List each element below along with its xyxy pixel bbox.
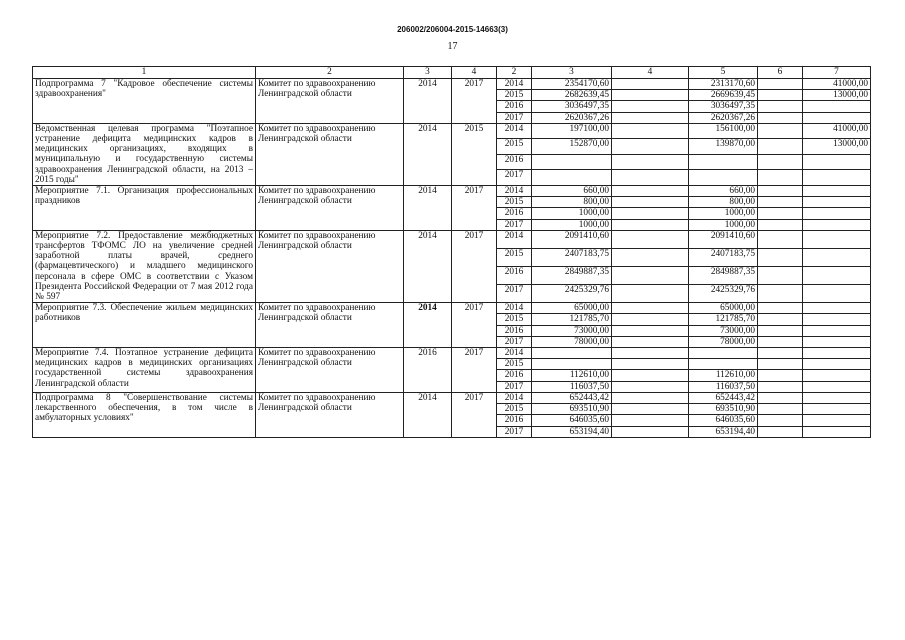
column-header: 1 <box>33 67 256 79</box>
local-cell <box>758 219 803 230</box>
regional-cell: 2425329,76 <box>689 285 758 303</box>
end-year-cell: 2015 <box>452 123 497 185</box>
other-cell <box>803 415 871 426</box>
federal-cell <box>612 426 689 437</box>
other-cell <box>803 370 871 381</box>
local-cell <box>758 208 803 219</box>
other-cell <box>803 248 871 266</box>
regional-cell: 139870,00 <box>689 139 758 155</box>
row-name-cell: Ведомственная целевая программа "Поэтапное устранение дефицита медицинских кадров в медицинских организациях, входящих в муниципальную и государственную системы здравоохранения Ленинградской области, на 2013 – 2015 годы" <box>33 123 256 185</box>
local-cell <box>758 426 803 437</box>
federal-cell <box>612 154 689 170</box>
regional-cell: 653194,40 <box>689 426 758 437</box>
year-cell: 2014 <box>497 79 532 90</box>
other-cell: 13000,00 <box>803 90 871 101</box>
other-cell <box>803 197 871 208</box>
table-row <box>33 303 871 314</box>
executor-cell: Комитет по здравоохранению Ленинградской области <box>256 303 404 348</box>
other-cell <box>803 112 871 123</box>
total-cell: 65000,00 <box>532 303 612 314</box>
row-name-cell: Мероприятие 7.3. Обеспечение жильем медицинских работников <box>33 303 256 348</box>
regional-cell: 73000,00 <box>689 325 758 336</box>
year-cell: 2016 <box>497 101 532 112</box>
federal-cell <box>612 415 689 426</box>
row-name-cell: Подпрограмма 8 "Совершенствование системы лекарственного обеспечения, в том числе в амбулаторных условиях" <box>33 392 256 437</box>
local-cell <box>758 314 803 325</box>
local-cell <box>758 267 803 285</box>
year-cell: 2014 <box>497 230 532 248</box>
total-cell <box>532 348 612 359</box>
regional-cell: 660,00 <box>689 186 758 197</box>
other-cell <box>803 392 871 403</box>
regional-cell: 1000,00 <box>689 219 758 230</box>
regional-cell: 156100,00 <box>689 123 758 139</box>
regional-cell: 2091410,60 <box>689 230 758 248</box>
other-cell <box>803 404 871 415</box>
local-cell <box>758 348 803 359</box>
end-year-cell: 2017 <box>452 348 497 393</box>
end-year-cell: 2017 <box>452 303 497 348</box>
total-cell: 800,00 <box>532 197 612 208</box>
table-row <box>33 230 871 248</box>
other-cell <box>803 170 871 186</box>
total-cell: 121785,70 <box>532 314 612 325</box>
end-year-cell: 2017 <box>452 392 497 437</box>
federal-cell <box>612 285 689 303</box>
federal-cell <box>612 303 689 314</box>
federal-cell <box>612 170 689 186</box>
federal-cell <box>612 101 689 112</box>
year-cell: 2014 <box>497 348 532 359</box>
total-cell: 3036497,35 <box>532 101 612 112</box>
federal-cell <box>612 186 689 197</box>
total-cell: 2849887,35 <box>532 267 612 285</box>
local-cell <box>758 186 803 197</box>
end-year-cell: 2017 <box>452 186 497 231</box>
regional-cell <box>689 348 758 359</box>
local-cell <box>758 197 803 208</box>
start-year-cell: 2014 <box>404 392 452 437</box>
local-cell <box>758 381 803 392</box>
regional-cell <box>689 154 758 170</box>
year-cell: 2016 <box>497 154 532 170</box>
year-cell: 2015 <box>497 139 532 155</box>
local-cell <box>758 285 803 303</box>
local-cell <box>758 404 803 415</box>
regional-cell: 3036497,35 <box>689 101 758 112</box>
local-cell <box>758 392 803 403</box>
year-cell: 2015 <box>497 314 532 325</box>
total-cell: 112610,00 <box>532 370 612 381</box>
year-cell: 2016 <box>497 208 532 219</box>
row-name-cell: Подпрограмма 7 "Кадровое обеспечение системы здравоохранения" <box>33 79 256 124</box>
total-cell: 116037,50 <box>532 381 612 392</box>
regional-cell <box>689 359 758 370</box>
start-year-cell: 2014 <box>404 303 452 348</box>
federal-cell <box>612 230 689 248</box>
year-cell: 2015 <box>497 248 532 266</box>
end-year-cell: 2017 <box>452 230 497 302</box>
column-header: 6 <box>758 67 803 79</box>
regional-cell: 2620367,26 <box>689 112 758 123</box>
other-cell <box>803 336 871 347</box>
year-cell: 2016 <box>497 267 532 285</box>
other-cell: 41000,00 <box>803 123 871 139</box>
year-cell: 2017 <box>497 112 532 123</box>
year-cell: 2015 <box>497 90 532 101</box>
local-cell <box>758 336 803 347</box>
local-cell <box>758 79 803 90</box>
local-cell <box>758 170 803 186</box>
regional-cell: 65000,00 <box>689 303 758 314</box>
total-cell: 2620367,26 <box>532 112 612 123</box>
start-year-cell: 2014 <box>404 123 452 185</box>
total-cell: 693510,90 <box>532 404 612 415</box>
total-cell: 2425329,76 <box>532 285 612 303</box>
regional-cell: 1000,00 <box>689 208 758 219</box>
other-cell <box>803 186 871 197</box>
total-cell: 73000,00 <box>532 325 612 336</box>
federal-cell <box>612 267 689 285</box>
total-cell: 2407183,75 <box>532 248 612 266</box>
executor-cell: Комитет по здравоохранению Ленинградской области <box>256 123 404 185</box>
table-row <box>33 79 871 90</box>
federal-cell <box>612 381 689 392</box>
year-cell: 2014 <box>497 303 532 314</box>
total-cell: 2091410,60 <box>532 230 612 248</box>
other-cell <box>803 359 871 370</box>
table-row <box>33 186 871 197</box>
regional-cell: 2313170,60 <box>689 79 758 90</box>
federal-cell <box>612 314 689 325</box>
regional-cell: 78000,00 <box>689 336 758 347</box>
executor-cell: Комитет по здравоохранению Ленинградской области <box>256 348 404 393</box>
other-cell <box>803 314 871 325</box>
total-cell <box>532 154 612 170</box>
other-cell: 13000,00 <box>803 139 871 155</box>
federal-cell <box>612 404 689 415</box>
end-year-cell: 2017 <box>452 79 497 124</box>
federal-cell <box>612 208 689 219</box>
table-row <box>33 123 871 139</box>
local-cell <box>758 101 803 112</box>
year-cell: 2017 <box>497 426 532 437</box>
column-header: 5 <box>689 67 758 79</box>
year-cell: 2017 <box>497 170 532 186</box>
other-cell <box>803 267 871 285</box>
regional-cell: 2407183,75 <box>689 248 758 266</box>
year-cell: 2015 <box>497 197 532 208</box>
other-cell <box>803 219 871 230</box>
table-row <box>33 392 871 403</box>
other-cell: 41000,00 <box>803 79 871 90</box>
federal-cell <box>612 112 689 123</box>
local-cell <box>758 303 803 314</box>
other-cell <box>803 154 871 170</box>
year-cell: 2016 <box>497 325 532 336</box>
total-cell: 653194,40 <box>532 426 612 437</box>
federal-cell <box>612 348 689 359</box>
federal-cell <box>612 370 689 381</box>
page-number: 17 <box>447 41 458 52</box>
total-cell: 78000,00 <box>532 336 612 347</box>
federal-cell <box>612 79 689 90</box>
year-cell: 2017 <box>497 336 532 347</box>
local-cell <box>758 139 803 155</box>
federal-cell <box>612 336 689 347</box>
start-year-cell: 2016 <box>404 348 452 393</box>
local-cell <box>758 248 803 266</box>
total-cell: 1000,00 <box>532 208 612 219</box>
total-cell: 152870,00 <box>532 139 612 155</box>
executor-cell: Комитет по здравоохранению Ленинградской области <box>256 186 404 231</box>
regional-cell: 2849887,35 <box>689 267 758 285</box>
year-cell: 2015 <box>497 359 532 370</box>
local-cell <box>758 325 803 336</box>
regional-cell: 116037,50 <box>689 381 758 392</box>
other-cell <box>803 208 871 219</box>
start-year-cell: 2014 <box>404 186 452 231</box>
other-cell <box>803 426 871 437</box>
regional-cell: 112610,00 <box>689 370 758 381</box>
local-cell <box>758 123 803 139</box>
budget-table <box>32 66 871 438</box>
federal-cell <box>612 219 689 230</box>
other-cell <box>803 348 871 359</box>
other-cell <box>803 303 871 314</box>
column-header: 3 <box>404 67 452 79</box>
local-cell <box>758 415 803 426</box>
regional-cell: 2669639,45 <box>689 90 758 101</box>
other-cell <box>803 325 871 336</box>
row-name-cell: Мероприятие 7.2. Предоставление межбюджетных трансфертов ТФОМС ЛО на увеличение средней заработной платы врачей, среднего (фармацевтического) и младшего медицинского персонала в сфере ОМС в соответствии с Указом Президента Российской Федерации от 7 мая 2012 года № 597 <box>33 230 256 302</box>
year-cell: 2017 <box>497 219 532 230</box>
federal-cell <box>612 325 689 336</box>
federal-cell <box>612 139 689 155</box>
other-cell <box>803 285 871 303</box>
total-cell: 2354170,60 <box>532 79 612 90</box>
document-id: 206002/206004-2015-14663(3) <box>397 25 508 34</box>
other-cell <box>803 101 871 112</box>
total-cell: 1000,00 <box>532 219 612 230</box>
total-cell: 652443,42 <box>532 392 612 403</box>
regional-cell: 646035,60 <box>689 415 758 426</box>
start-year-cell: 2014 <box>404 230 452 302</box>
row-name-cell: Мероприятие 7.1. Организация профессиональных праздников <box>33 186 256 231</box>
local-cell <box>758 370 803 381</box>
executor-cell: Комитет по здравоохранению Ленинградской области <box>256 230 404 302</box>
year-cell: 2016 <box>497 415 532 426</box>
table-row <box>33 348 871 359</box>
year-cell: 2015 <box>497 404 532 415</box>
regional-cell <box>689 170 758 186</box>
row-name-cell: Мероприятие 7.4. Поэтапное устранение дефицита медицинских кадров в медицинских организациях государственной системы здравоохранения Ленинградской области <box>33 348 256 393</box>
local-cell <box>758 90 803 101</box>
total-cell <box>532 170 612 186</box>
total-cell <box>532 359 612 370</box>
table-header-row <box>33 67 871 79</box>
local-cell <box>758 154 803 170</box>
total-cell: 197100,00 <box>532 123 612 139</box>
federal-cell <box>612 123 689 139</box>
executor-cell: Комитет по здравоохранению Ленинградской области <box>256 79 404 124</box>
year-cell: 2016 <box>497 370 532 381</box>
local-cell <box>758 230 803 248</box>
column-header: 7 <box>803 67 871 79</box>
federal-cell <box>612 197 689 208</box>
regional-cell: 121785,70 <box>689 314 758 325</box>
other-cell <box>803 381 871 392</box>
total-cell: 2682639,45 <box>532 90 612 101</box>
local-cell <box>758 112 803 123</box>
year-cell: 2017 <box>497 285 532 303</box>
federal-cell <box>612 392 689 403</box>
total-cell: 660,00 <box>532 186 612 197</box>
year-cell: 2017 <box>497 381 532 392</box>
regional-cell: 652443,42 <box>689 392 758 403</box>
start-year-cell: 2014 <box>404 79 452 124</box>
column-header: 4 <box>452 67 497 79</box>
column-header: 4 <box>612 67 689 79</box>
federal-cell <box>612 90 689 101</box>
total-cell: 646035,60 <box>532 415 612 426</box>
year-cell: 2014 <box>497 123 532 139</box>
federal-cell <box>612 248 689 266</box>
executor-cell: Комитет по здравоохранению Ленинградской области <box>256 392 404 437</box>
year-cell: 2014 <box>497 392 532 403</box>
column-header: 3 <box>532 67 612 79</box>
regional-cell: 800,00 <box>689 197 758 208</box>
federal-cell <box>612 359 689 370</box>
other-cell <box>803 230 871 248</box>
local-cell <box>758 359 803 370</box>
column-header: 2 <box>256 67 404 79</box>
year-cell: 2014 <box>497 186 532 197</box>
regional-cell: 693510,90 <box>689 404 758 415</box>
column-header: 2 <box>497 67 532 79</box>
